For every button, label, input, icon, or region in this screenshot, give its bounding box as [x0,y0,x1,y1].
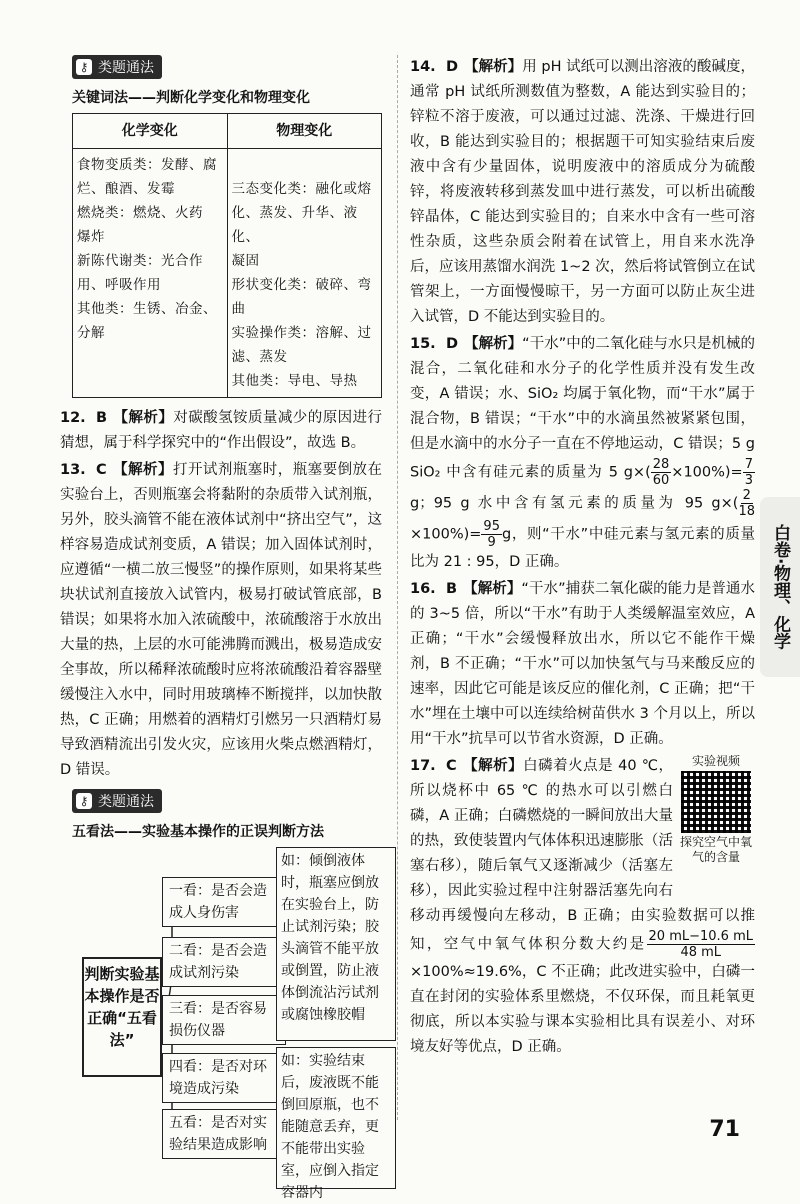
mindmap-root: 判断实验基本操作是否正确“五看法” [82,957,162,1077]
mindmap-item-5: 五看：是否对实验结果造成影响 [162,1109,286,1159]
page-number: 71 [709,1117,740,1142]
right-column [410,55,755,1062]
key-icon: ⚷ [76,793,92,809]
fraction-oxygen: $\frac{20 mL-10.6 mL}{48 mL}$ [648,929,753,960]
mindmap-item-2: 二看：是否会造成试剂污染 [162,937,286,987]
method-badge-1: ⚷ 类题通法 [72,55,162,79]
mindmap-item-1: 一看：是否会造成人身伤害 [162,877,286,927]
phys-cell: 三态变化类：融化或熔 化、蒸发、升华、液化、 凝固 形状变化类：破碎、弯曲 实验操作类：溶解、过 滤、蒸发 其他类：导电、导热 [227,149,382,398]
mindmap-item-4: 四看：是否对环境造成污染 [162,1053,286,1103]
change-table [72,113,382,398]
side-tab: 白卷·物理、化学 [760,497,800,677]
question-12: 12. B 【解析】对碳酸氢铵质量减少的原因进行猜想，属于科学探究中的“作出假设”，故选 B。 [60,410,383,451]
question-16: 16. B 【解析】“干水”捕获二氧化碳的能力是普通水的 3~5 倍，所以“干水”有助于人类缓解温室效应，A 正确；“干水”会缓慢释放出水，所以它不能作干燥剂，B 不正确；“干水”可以加快氢气与马来酸反应的速率，因此它可能是该反应的催化剂，C 正确；把“干水”埋在土壤中可以连续给树苗供水 3 个月以上，所以用“干水”抗旱可以节省水资源，D 正确。 [410,581,756,747]
question-17: 实验视频 探究空气中氧气的含量 17. C 【解析】白磷着火点是 40 ℃，所以烧杯中 65 ℃ 的热水可以引燃白磷，A 正确；白磷燃烧的一瞬间放出大量的热，致使装置内气体体积迅速膨胀（活塞右移），随后氧气又逐渐减少（活塞左移），因此实验过程中注射器活塞先向右移动再缓慢向左移动，B 正确；由实验数据可以推知，空气中氧气体积分数大约是 $\frac{20 mL-10.6 mL}{48 mL}$ ×100%≈19.6%，C 不正确；此改进实验中，白磷一直在封闭的实验体系里燃烧，不仅环保，而且耗氧更彻底，所以本实验与课本实验相比具有误差小、对环境友好等优点，D 正确。 [410,754,755,1055]
fraction-28-60: $\frac{28}{60}$ [652,457,670,488]
method-title-2: 五看法——实验基本操作的正误判断方法 [72,824,324,840]
left-column [60,55,383,1201]
fraction-95-9: $\frac{95}{9}$ [483,519,500,550]
mindmap-item-3: 三看：是否容易损伤仪器 [162,995,286,1045]
key-icon: ⚷ [76,59,92,75]
chem-cell: 食物变质类：发酵、腐 烂、酿酒、发霉 燃烧类：燃烧、火药 爆炸 新陈代谢类：光合作 用、呼吸作用 其他类：生锈、冶金、 分解 [73,149,228,398]
table-header-chem: 化学变化 [73,114,228,149]
question-13: 13. C 【解析】打开试剂瓶塞时，瓶塞要倒放在实验台上，否则瓶塞会将黏附的杂质带入试剂瓶，另外，胶头滴管不能在液体试剂中“挤出空气”，这样容易造成试剂变质，A 错误；加入固体试剂时，应遵循“一横二放三慢竖”的操作原则，如果将某些块状试剂直接放入试管内，极易打破试管底部，B 错误；如果将水加入浓硫酸中，浓硫酸溶于水放出大量的热，上层的水可能沸腾而溅出，极易造成安全事故，所以稀释浓硫酸时应将浓硫酸沿着容器壁缓慢注入水中，同时用玻璃棒不断搅拌，以加快散热，C 正确；用燃着的酒精灯引燃另一只酒精灯易导致酒精流出引发火灾，应该用火柴点燃酒精灯，D 错误。 [60,462,383,778]
method-title-1: 关键词法——判断化学变化和物理变化 [72,90,310,106]
question-15: 15. D 【解析】“干水”中的二氧化硅与水只是机械的混合，二氧化硅和水分子的化学性质并没有发生改变，A 错误；水、SiO₂ 均属于氧化物，而“干水”属于混合物，B 错误；“干水”中的水滴虽然被紧紧包围，但是水滴中的水分子一直在不停地运动，C 错误；5 g SiO₂ 中含有硅元素的质量为 5 g×( $\frac{28}{60}$ ×100%)= $\frac{7}{3}$ g；95 g 水中含有氢元素的质量为 95 g×( $\frac{2}{18}$ ×100%)= $\frac{95}{9}$ g，则“干水”中硅元素与氢元素的质量比为 21 : 95，D 正确。 [410,336,756,570]
mindmap-note-2: 如：实验结束后，废液既不能倒回原瓶，也不能随意丢弃，更不能带出实验室，应倒入指定容器内 [276,1047,396,1189]
fraction-7-3: $\frac{7}{3}$ [744,457,753,488]
qr-block: 实验视频 探究空气中氧气的含量 [679,754,752,864]
fraction-2-18: $\frac{2}{18}$ [738,488,755,519]
five-look-mindmap [72,847,382,1201]
qr-code-icon[interactable] [681,771,751,833]
method-badge-2: ⚷ 类题通法 [72,789,162,813]
question-14: 14. D 【解析】用 pH 试纸可以测出溶液的酸碱度，通常 pH 试纸所测数值为整数，A 能达到实验目的；锌粒不溶于废液，可以通过过滤、洗涤、干燥进行回收，B 能达到实验目的；根据题干可知实验结束后废液中含有少量固体，说明废液中的溶质成分为硫酸锌，将废液转移到蒸发皿中进行蒸发，可以析出硫酸锌晶体，C 能达到实验目的；自来水中含有一些可溶性杂质，这些杂质会附着在试管上，用自来水洗净后，应该用蒸馏水润洗 1~2 次，然后将试管倒立在试管架上，一方面慢慢晾干，另一方面可以防止灰尘进入试管，D 不能达到实验目的。 [410,59,755,325]
table-header-phys: 物理变化 [227,114,382,149]
column-divider [397,55,398,1120]
mindmap-note-1: 如：倾倒液体时，瓶塞应倒放在实验台上，防止试剂污染；胶头滴管不能平放或倒置，防止液体倒流沾污试剂或腐蚀橡胶帽 [276,847,396,1041]
